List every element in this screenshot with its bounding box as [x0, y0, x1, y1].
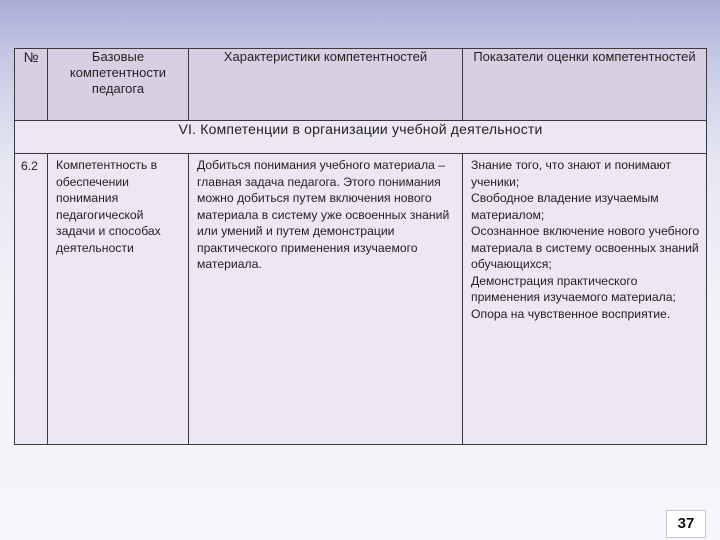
- row-base-competence: Компетентность в обеспечении понимания педагогической задачи и способах деятельности: [48, 154, 189, 445]
- page-number: 37: [666, 510, 706, 538]
- section-row: [15, 121, 707, 154]
- table-row: [15, 154, 707, 445]
- indicator-item: Свободное владение изучаемым материалом;: [471, 191, 659, 222]
- header-number: №: [15, 49, 48, 121]
- row-number: 6.2: [15, 154, 48, 445]
- section-title: VI. Компетенции в организации учебной деятельности: [15, 121, 707, 154]
- row-characteristics: Добиться понимания учебного материала – главная задача педагога. Этого понимания можно добиться путем включения нового материала в систему уже освоенных знаний или умений и путем демонстрации практического применения изучаемого материала.: [189, 154, 463, 445]
- row-indicators: [463, 154, 707, 445]
- indicator-item: Опора на чувственное восприятие.: [471, 306, 671, 321]
- header-base-competence: Базовые компетентности педагога: [48, 49, 189, 121]
- indicator-item: Осознанное включение нового учебного материала в систему освоенных знаний обучающихся;: [471, 224, 700, 271]
- competence-table: [14, 48, 707, 445]
- header-characteristics: Характеристики компетентностей: [189, 49, 463, 121]
- indicator-item: Демонстрация практического применения изучаемого материала;: [471, 273, 676, 304]
- indicator-item: Знание того, что знают и понимают ученики;: [471, 158, 672, 189]
- header-row: [15, 49, 707, 121]
- header-indicators: Показатели оценки компетентностей: [463, 49, 707, 121]
